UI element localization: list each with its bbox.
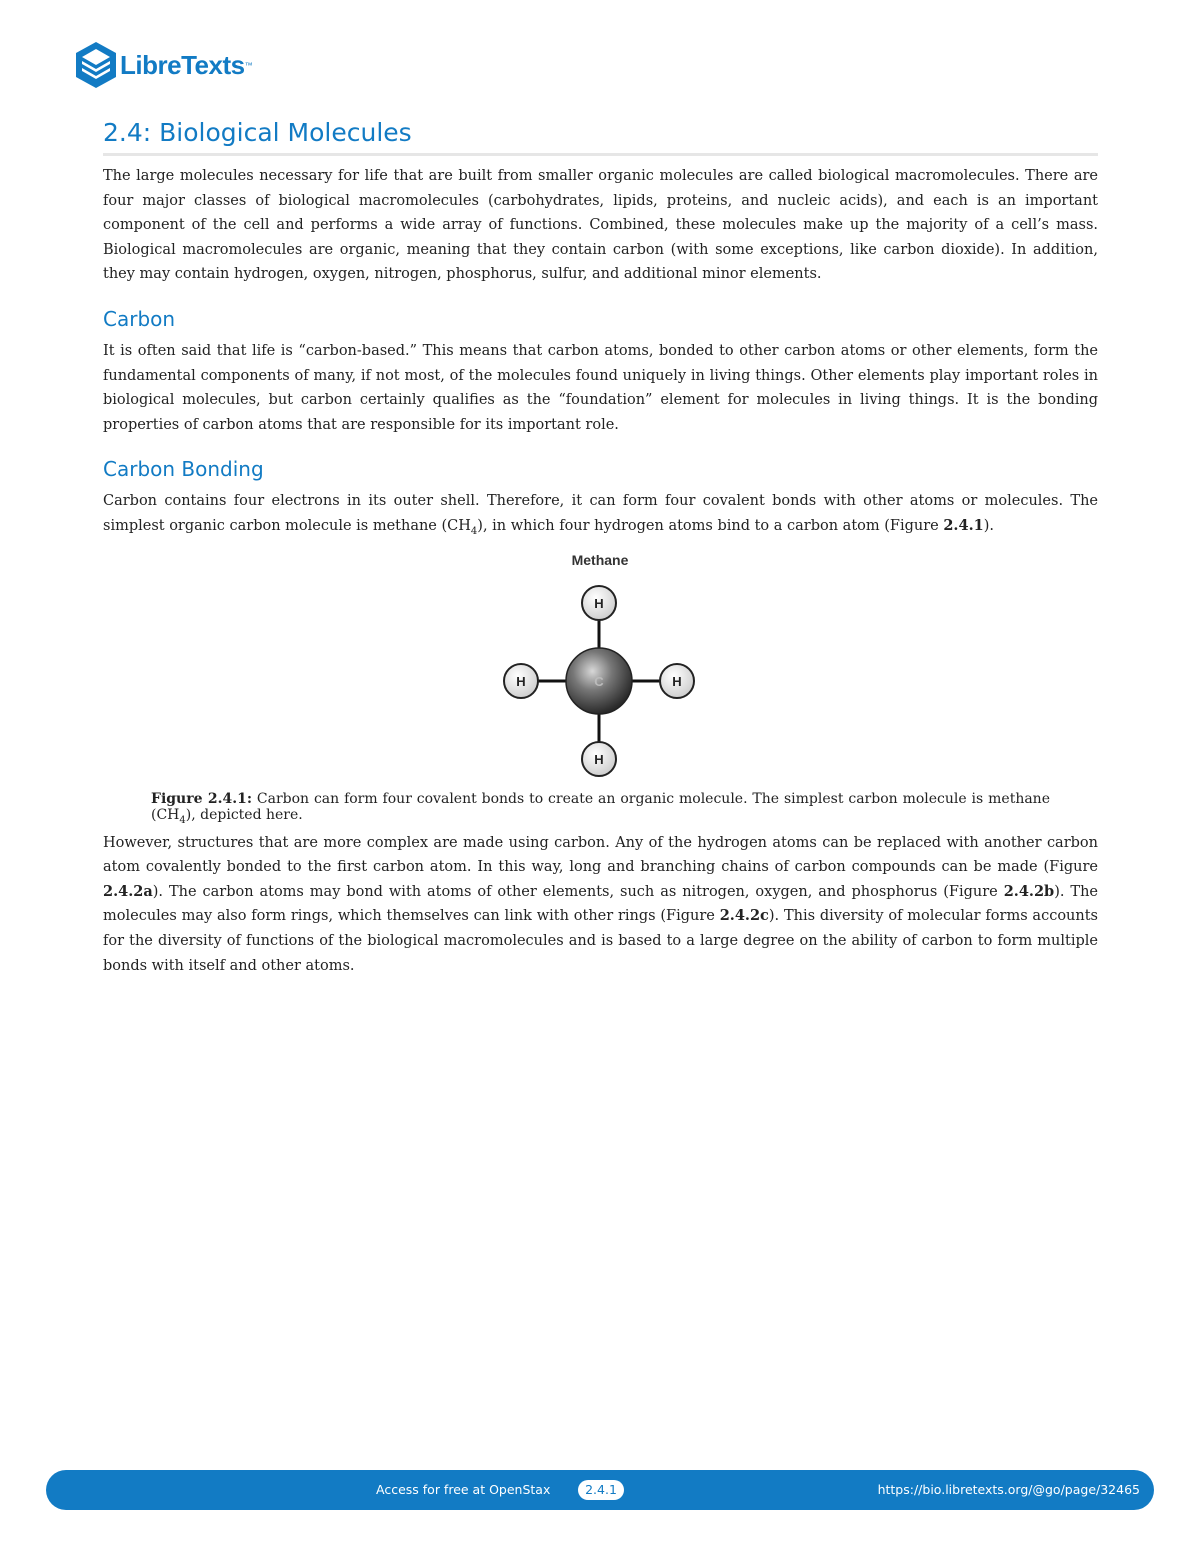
closing-paragraph (103, 831, 1098, 979)
text-run: ). The molecules may also form rings, which themselves can link with other rings (Figure (103, 883, 1098, 925)
figure-ref-link[interactable]: 2.4.2a (103, 882, 153, 900)
section-heading-carbon: Carbon (103, 306, 176, 331)
hydrogen-atom-right (660, 664, 694, 698)
text-run: ), depicted here. (185, 806, 303, 823)
footer-access-text: Access for free at OpenStax (376, 1482, 551, 1497)
hydrogen-atom-label: H (594, 595, 604, 611)
hydrogen-atom-label: H (594, 751, 604, 767)
text-run: ). This diversity of molecular forms accounts for the diversity of functions of the biological macromolecules and is based to a large degree on the ability of carbon to form multiple bonds with itself and other atoms. (103, 908, 1098, 974)
section-heading-carbon-bonding: Carbon Bonding (103, 457, 264, 482)
subscript: 4 (179, 814, 186, 826)
text-run: Carbon contains four electrons in its outer shell. Therefore, it can form four covalent bonds with other atoms or molecules. The simplest organic carbon molecule is methane (CH (103, 493, 1098, 534)
figure-ref-link[interactable]: 2.4.2c (719, 907, 769, 925)
hydrogen-atom-left (504, 664, 538, 698)
figure-title: Methane (571, 551, 629, 568)
figure-ref-link[interactable]: 2.4.2b (1003, 882, 1055, 900)
text-run: However, structures that are more complex are made using carbon. Any of the hydrogen atoms can be replaced with another carbon atom covalently bonded to the first carbon atom. In this way, long and branching chains of carbon compounds can be made (Figure (103, 834, 1098, 876)
intro-paragraph: The large molecules necessary for life that are built from smaller organic molecules are called biological macromolecules. There are four major classes of biological macromolecules (carbohydrates, lipids, proteins, and nucleic acids), and each is an important component of the cell and performs a wide array of functions. Combined, these molecules make up the majority of a cell’s mass. Biological macromolecules are organic, meaning that they contain carbon (with some exceptions, like carbon dioxide). In addition, they may contain hydrogen, oxygen, nitrogen, phosphorus, sulfur, and additional minor elements. (103, 168, 1098, 283)
footer-page-number: 2.4.1 (578, 1480, 624, 1500)
page-content (103, 118, 1098, 978)
logo-text: LibreTexts (120, 49, 245, 80)
text-run: ), in which four hydrogen atoms bind to a carbon atom (Figure (477, 517, 944, 534)
hydrogen-atom-label: H (672, 673, 682, 689)
figure-ref-link[interactable]: 2.4.1 (943, 516, 984, 534)
footer-url-link[interactable]: https://bio.libretexts.org/@go/page/32465 (877, 1482, 1140, 1497)
text-run: ). (983, 517, 994, 534)
libretexts-logo (74, 40, 253, 90)
hydrogen-atom-top (582, 586, 616, 620)
caption-label: Figure 2.4.1: (151, 790, 252, 807)
hydrogen-atom-label: H (516, 673, 526, 689)
subscript: 4 (470, 525, 478, 537)
page-footer (46, 1470, 1154, 1510)
libretexts-logo-icon (74, 40, 118, 90)
methane-diagram (103, 547, 1098, 783)
logo-trademark: ™ (244, 60, 253, 70)
text-run: ). The carbon atoms may bond with atoms of other elements, such as nitrogen, oxygen, and phosphorus (Figure (152, 883, 1004, 900)
carbon-atom-label: C (594, 673, 604, 689)
methane-figure (103, 547, 1098, 783)
carbon-bonding-paragraph (103, 489, 1098, 538)
page-title: 2.4: Biological Molecules (103, 118, 1098, 156)
text-run: Carbon can form four covalent bonds to create an organic molecule. The simplest carbon molecule is methane (CH (151, 790, 1050, 823)
carbon-paragraph: It is often said that life is “carbon-based.” This means that carbon atoms, bonded to other carbon atoms or other elements, form the fundamental components of many, if not most, of the molecules found uniquely in living things. Other elements play important roles in biological molecules, but carbon certainly qualifies as the “foundation” element for molecules in living things. It is the bonding properties of carbon atoms that are responsible for its important role. (103, 342, 1098, 433)
hydrogen-atom-bottom (582, 742, 616, 776)
figure-caption (151, 790, 1050, 826)
